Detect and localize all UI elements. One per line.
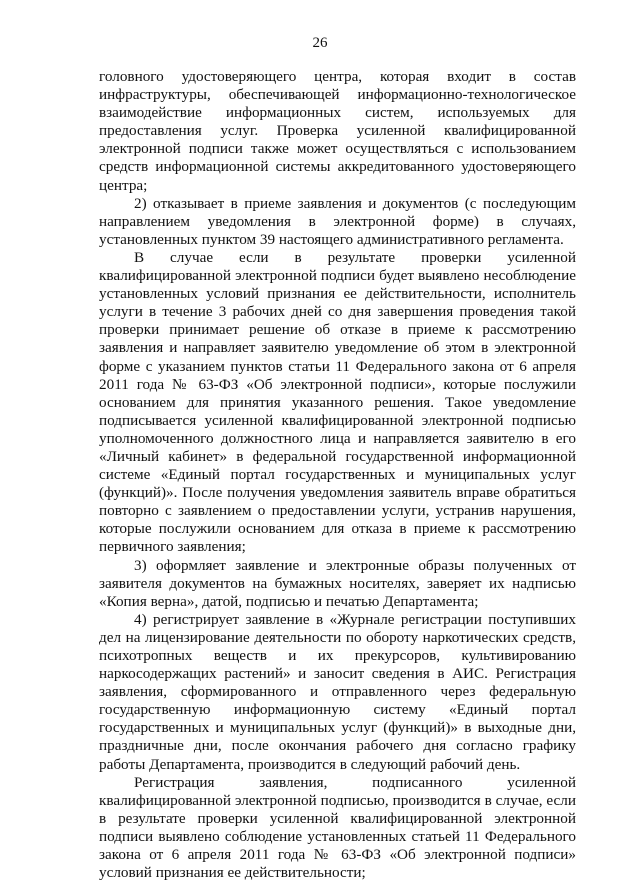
paragraph-continuation: головного удостоверяющего центра, которая входит в состав инфраструктуры, обеспечивающей информационно-технологическое взаимодействие информационных систем, используемых для предоставления услуг. Проверка усиленной квалифицированной электронной подписи также может осуществляться с использованием средств информационной системы аккредитованного удостоверяющего центра; [99,68,576,194]
paragraph-signature-check: В случае если в результате проверки усиленной квалифицированной электронной подписи будет выявлено несоблюдение установленных условий признания ее действительности, исполнитель услуги в течение 3 рабочих дней со дня завершения проведения такой проверки принимает решение об отказе в приеме к рассмотрению заявления и направляет заявителю уведомление об этом в электронной форме с указанием пунктов статьи 11 Федерального закона от 6 апреля 2011 года № 63-ФЗ «Об электронной подписи», которые послужили основанием для принятия указанного решения. Такое уведомление подписывается усиленной квалифицированной электронной подписью уполномоченного должностного лица и направляется заявителю в его «Личный кабинет» в федеральной государственной информационной системе «Единый портал государственных и муниципальных услуг (функций)». После получения уведомления заявитель вправе обратиться повторно с заявлением о предоставлении услуги, устранив нарушения, которые послужили основанием для отказа в приеме к рассмотрению первичного заявления; [99,248,576,556]
document-body [99,68,576,882]
paragraph-item-4: 4) регистрирует заявление в «Журнале регистрации поступивших дел на лицензирование деятельности по обороту наркотических средств, психотропных веществ и их прекурсоров, культивированию наркосодержащих растений» и заносит сведения в АИС. Регистрация заявления, сформированного и отправленного через федеральную государственную информационную систему «Единый портал государственных и муниципальных услуг (функций)» в выходные дни, праздничные дни, после окончания рабочего дня согласно графику работы Департамента, производится в следующий рабочий день. [99,610,576,773]
paragraph-item-2: 2) отказывает в приеме заявления и документов (с последующим направлением уведомления в электронной форме) в случаях, установленных пунктом 39 настоящего административного регламента. [99,194,576,248]
page-number: 26 [312,35,328,51]
paragraph-registration: Регистрация заявления, подписанного усиленной квалифицированной электронной подписью, производится в случае, если в результате проверки усиленной квалифицированной электронной подписи выявлено соблюдение установленных статьей 11 Федерального закона от 6 апреля 2011 года № 63-ФЗ «Об электронной подписи» условий признания ее действительности; [99,773,576,882]
paragraph-item-3: 3) оформляет заявление и электронные образы полученных от заявителя документов на бумажных носителях, заверяет их надписью «Копия верна», датой, подписью и печатью Департамента; [99,556,576,610]
